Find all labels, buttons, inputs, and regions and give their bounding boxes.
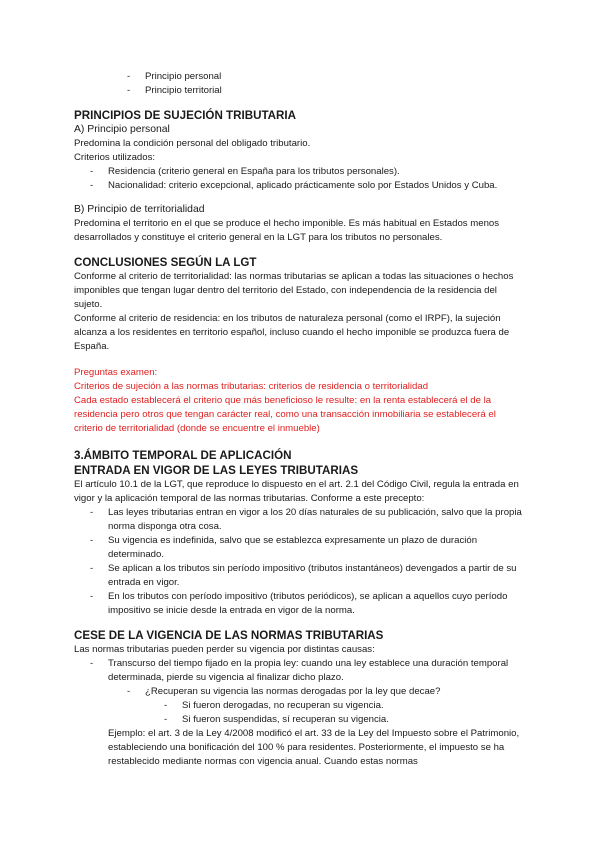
paragraph: Predomina el territorio en el que se produce el hecho imponible. Es más habitual en Estados menos desarrollados y constituye el criterio general en la LGT para los tributos no personales. [74,218,500,243]
list-item: - Si fueron suspendidas, sí recuperan su vigencia. [164,714,389,725]
section-heading: ENTRADA EN VIGOR DE LAS LEYES TRIBUTARIAS [74,464,359,477]
list-item: - Su vigencia es indefinida, salvo que se establezca expresamente un plazo de duración determinado. [90,535,478,560]
bullet: - [90,591,94,602]
list-item: - ¿Recuperan su vigencia las normas derogadas por la ley que decae? [127,686,441,697]
bullet: - [90,563,94,574]
bullet: - [127,686,131,697]
bullet: - [90,535,94,546]
exam-question: Criterios de sujeción a las normas tributarias: criterios de residencia o territorialidad [74,381,429,392]
bullet: - [164,700,168,711]
subheading: A) Principio personal [74,124,170,135]
list-item: - Residencia (criterio general en España para los tributos personales). [90,166,400,177]
list-item: - Se aplican a los tributos sin período impositivo (tributos instantáneos) devengados a partir de su entrada en vigor. [90,563,517,588]
list-item: - Las leyes tributarias entran en vigor a los 20 días naturales de su publicación, salvo que la propia norma disponga otra cosa. [90,507,522,532]
paragraph: Las normas tributarias pueden perder su vigencia por distintas causas: [74,644,375,655]
paragraph: Conforme al criterio de territorialidad: las normas tributarias se aplican a todas las situaciones o hechos imponibles que tengan lugar dentro del territorio del Estado, con independencia de la residencia del sujeto. [74,271,514,310]
paragraph: Predomina la condición personal del obligado tributario. [74,138,311,149]
paragraph: Conforme al criterio de residencia: en los tributos de naturaleza personal (como el IRPF), la sujeción alcanza a los residentes en territorio español, incluso cuando el hecho imponible se produzca fuera de España. [74,313,510,352]
exam-label: Preguntas examen: [74,367,158,378]
subheading: B) Principio de territorialidad [74,204,205,215]
list-item: - Si fueron derogadas, no recuperan su vigencia. [164,700,384,711]
paragraph: Criterios utilizados: [74,152,156,163]
section-heading: PRINCIPIOS DE SUJECIÓN TRIBUTARIA [74,109,297,122]
list-item: - Principio territorial [127,85,222,96]
bullet: - [127,71,131,82]
exam-question: Cada estado establecerá el criterio que más beneficioso le resulte: en la renta establecerá el de la residencia pero otros que tengan carácter real, como una transacción inmobiliaria se establecerá el criterio de territorialidad (donde se encuentre el inmueble) [74,395,496,434]
bullet: - [127,85,131,96]
bullet: - [90,180,94,191]
paragraph: El artículo 10.1 de la LGT, que reproduce lo dispuesto en el art. 2.1 del Código Civil, regula la entrada en vigor y la aplicación temporal de las normas tributarias. Conforme a este precepto: [74,479,519,504]
list-item: - Nacionalidad: criterio excepcional, aplicado prácticamente solo por Estados Unidos y Cuba. [90,180,498,191]
section-heading: CONCLUSIONES SEGÚN LA LGT [74,256,257,269]
list-item: - En los tributos con período impositivo (tributos periódicos), se aplican a aquellos cuyo período impositivo se inicie desde la entrada en vigor de la norma. [90,591,508,616]
bullet: - [90,658,94,669]
list-item: - Transcurso del tiempo fijado en la propia ley: cuando una ley establece una duración temporal determinada, pierde su vigencia al finalizar dicho plazo. [90,658,509,683]
list-item: - Principio personal [127,71,222,82]
section-heading: 3.ÁMBITO TEMPORAL DE APLICACIÓN [74,449,292,462]
section-heading: CESE DE LA VIGENCIA DE LAS NORMAS TRIBUTARIAS [74,629,384,642]
bullet: - [164,714,168,725]
bullet: - [90,166,94,177]
paragraph: Ejemplo: el art. 3 de la Ley 4/2008 modificó el art. 33 de la Ley del Impuesto sobre el Patrimonio, estableciendo una bonificación del 100 % para residentes. Posteriormente, el impuesto se ha restablecido mediante normas con vigencia anual. Cuando estas normas [108,728,520,767]
bullet: - [90,507,94,518]
